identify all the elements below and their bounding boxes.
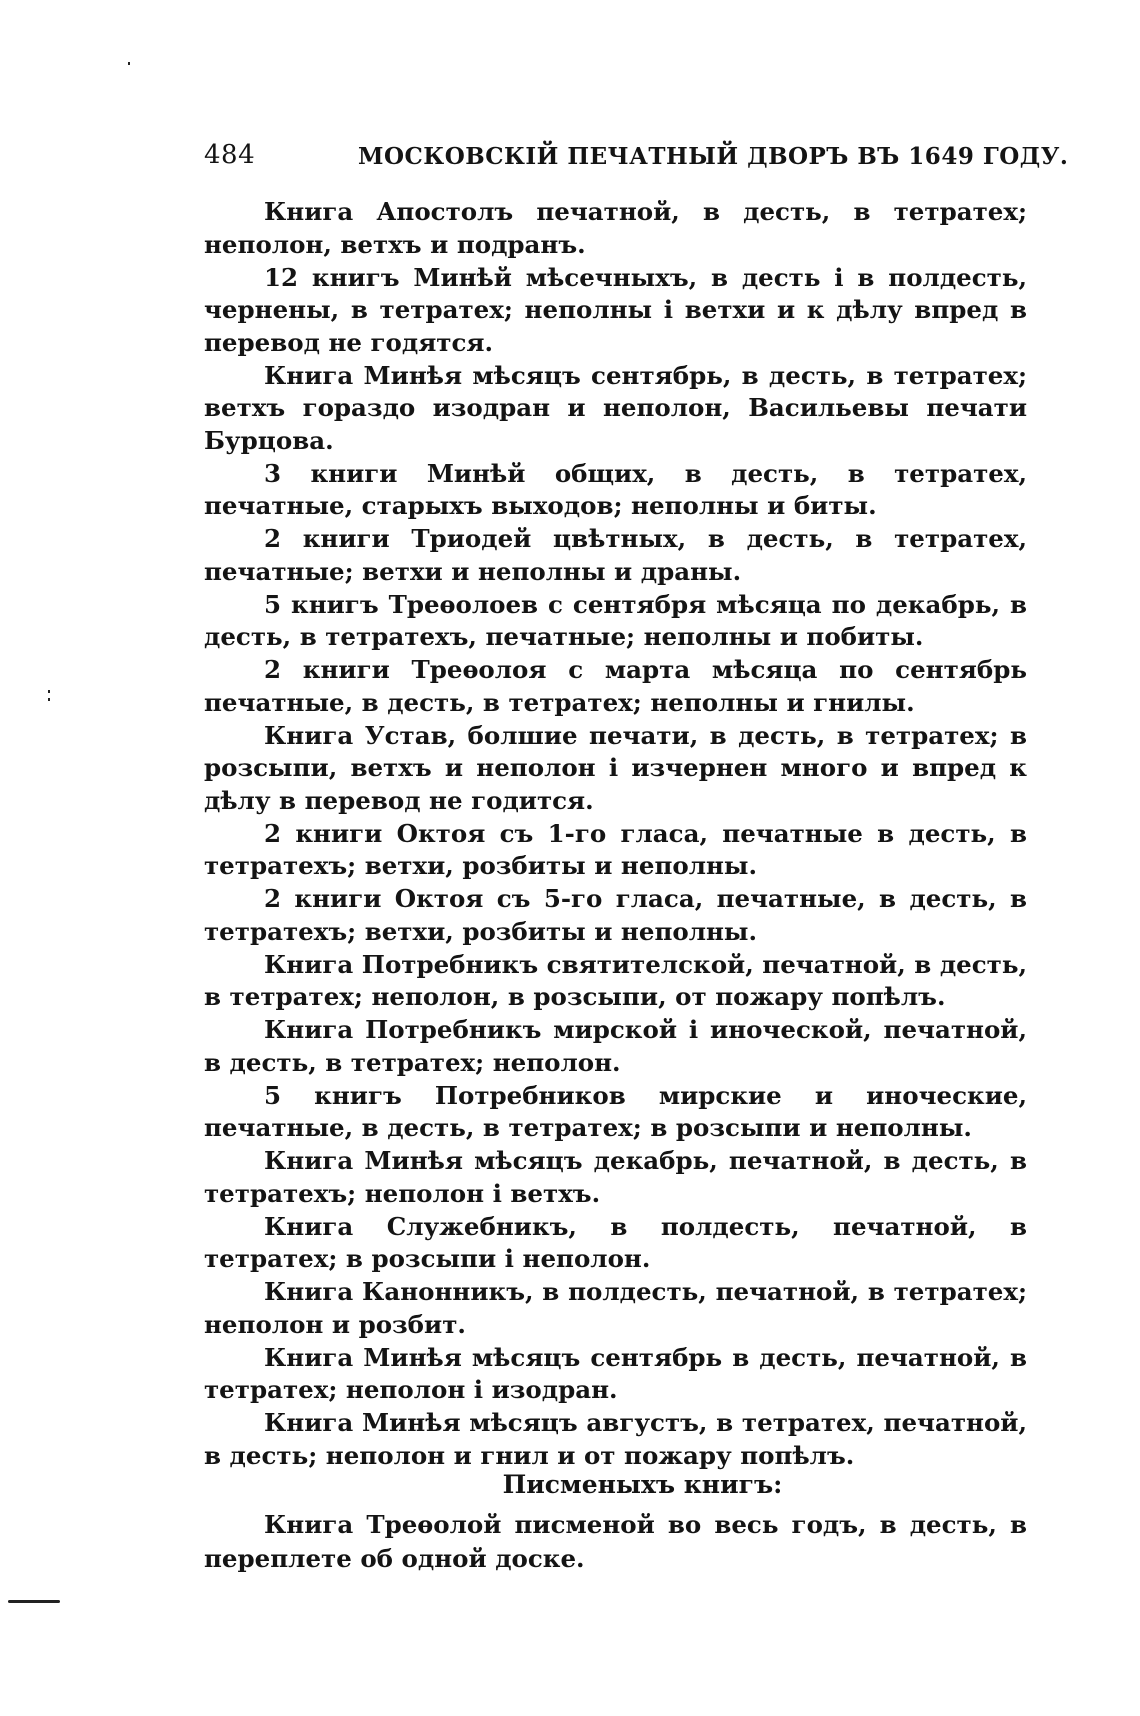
inventory-entry: 5 книгъ Потребников мирские и иноческие, печатные, в десть, в тетратех; в розсыпи и неполны. <box>204 1080 1027 1142</box>
inventory-entry: Книга Канонникъ, в полдесть, печатной, в тетратех; неполон и розбит. <box>204 1277 1027 1339</box>
page-header <box>204 140 1069 176</box>
inventory-entry: Книга Треѳолой писменой во весь годъ, в десть, в переплете об одной доске. <box>204 1510 1027 1573</box>
section-heading: Писменыхъ книгъ: <box>502 1470 783 1499</box>
inventory-entry: 3 книги Минѣй общих, в десть, в тетратех, печатные, старыхъ выходов; неполны и биты. <box>204 458 1027 520</box>
inventory-entry: Книга Минѣя мѣсяцъ декабрь, печатной, в десть, в тетратехъ; неполон і ветхъ. <box>204 1146 1027 1208</box>
page-number: 484 <box>204 140 256 170</box>
running-head: МОСКОВСКІЙ ПЕЧАТНЫЙ ДВОРЪ ВЪ 1649 ГОДУ. <box>358 143 1069 170</box>
scan-speck <box>128 62 130 65</box>
inventory-entry: Книга Потребникъ святителской, печатной, в десть, в тетратех; неполон, в розсыпи, от пожару попѣлъ. <box>204 949 1028 1011</box>
inventory-entry: 2 книги Триодей цвѣтных, в десть, в тетратех, печатные; ветхи и неполны и драны. <box>204 524 1027 586</box>
inventory-entry: Книга Служебникъ, в полдесть, печатной, в тетратех; в розсыпи і неполон. <box>204 1211 1027 1273</box>
inventory-entry: 5 книгъ Треѳолоев с сентября мѣсяца по декабрь, в десть, в тетратехъ, печатные; неполны и побиты. <box>204 589 1027 651</box>
inventory-entry: 12 книгъ Минѣй мѣсечныхъ, в десть і в полдесть, чернены, в тетратех; неполны і ветхи и к дѣлу впред в перевод не годятся. <box>204 262 1027 357</box>
inventory-entry: Книга Минѣя мѣсяцъ сентябрь в десть, печатной, в тетратех; неполон і изодран. <box>204 1342 1027 1404</box>
inventory-entry: Книга Потребникъ мирской і иноческой, печатной, в десть, в тетратех; неполон. <box>204 1015 1027 1077</box>
inventory-entry: 2 книги Октоя съ 5-го гласа, печатные, в десть, в тетратехъ; ветхи, розбиты и неполны. <box>204 884 1027 946</box>
inventory-entry: 2 книги Октоя съ 1-го гласа, печатные в десть, в тетратехъ; ветхи, розбиты и неполны. <box>204 818 1027 880</box>
inventory-entry: Книга Минѣя мѣсяцъ сентябрь, в десть, в тетратех; ветхъ гораздо изодран и неполон, Васильевы печати Бурцова. <box>204 360 1027 455</box>
inventory-list <box>204 196 1027 1472</box>
inventory-entry: Книга Устав, болшие печати, в десть, в тетратех; в розсыпи, ветхъ и неполон і изчернен много и впред к дѣлу в перевод не годится. <box>204 720 1027 815</box>
inventory-entry: 2 книги Треѳолоя с марта мѣсяца по сентябрь печатные, в десть, в тетратех; неполны и гнилы. <box>204 655 1027 717</box>
margin-mark <box>8 1600 60 1603</box>
scan-speck <box>48 690 50 693</box>
section-body <box>204 1508 1027 1576</box>
scan-speck <box>48 698 50 701</box>
inventory-entry: Книга Минѣя мѣсяцъ августъ, в тетратех, печатной, в десть; неполон и гнил и от пожару попѣлъ. <box>204 1408 1027 1470</box>
inventory-entry: Книга Апостолъ печатной, в десть, в тетратех; неполон, ветхъ и подранъ. <box>204 197 1027 259</box>
